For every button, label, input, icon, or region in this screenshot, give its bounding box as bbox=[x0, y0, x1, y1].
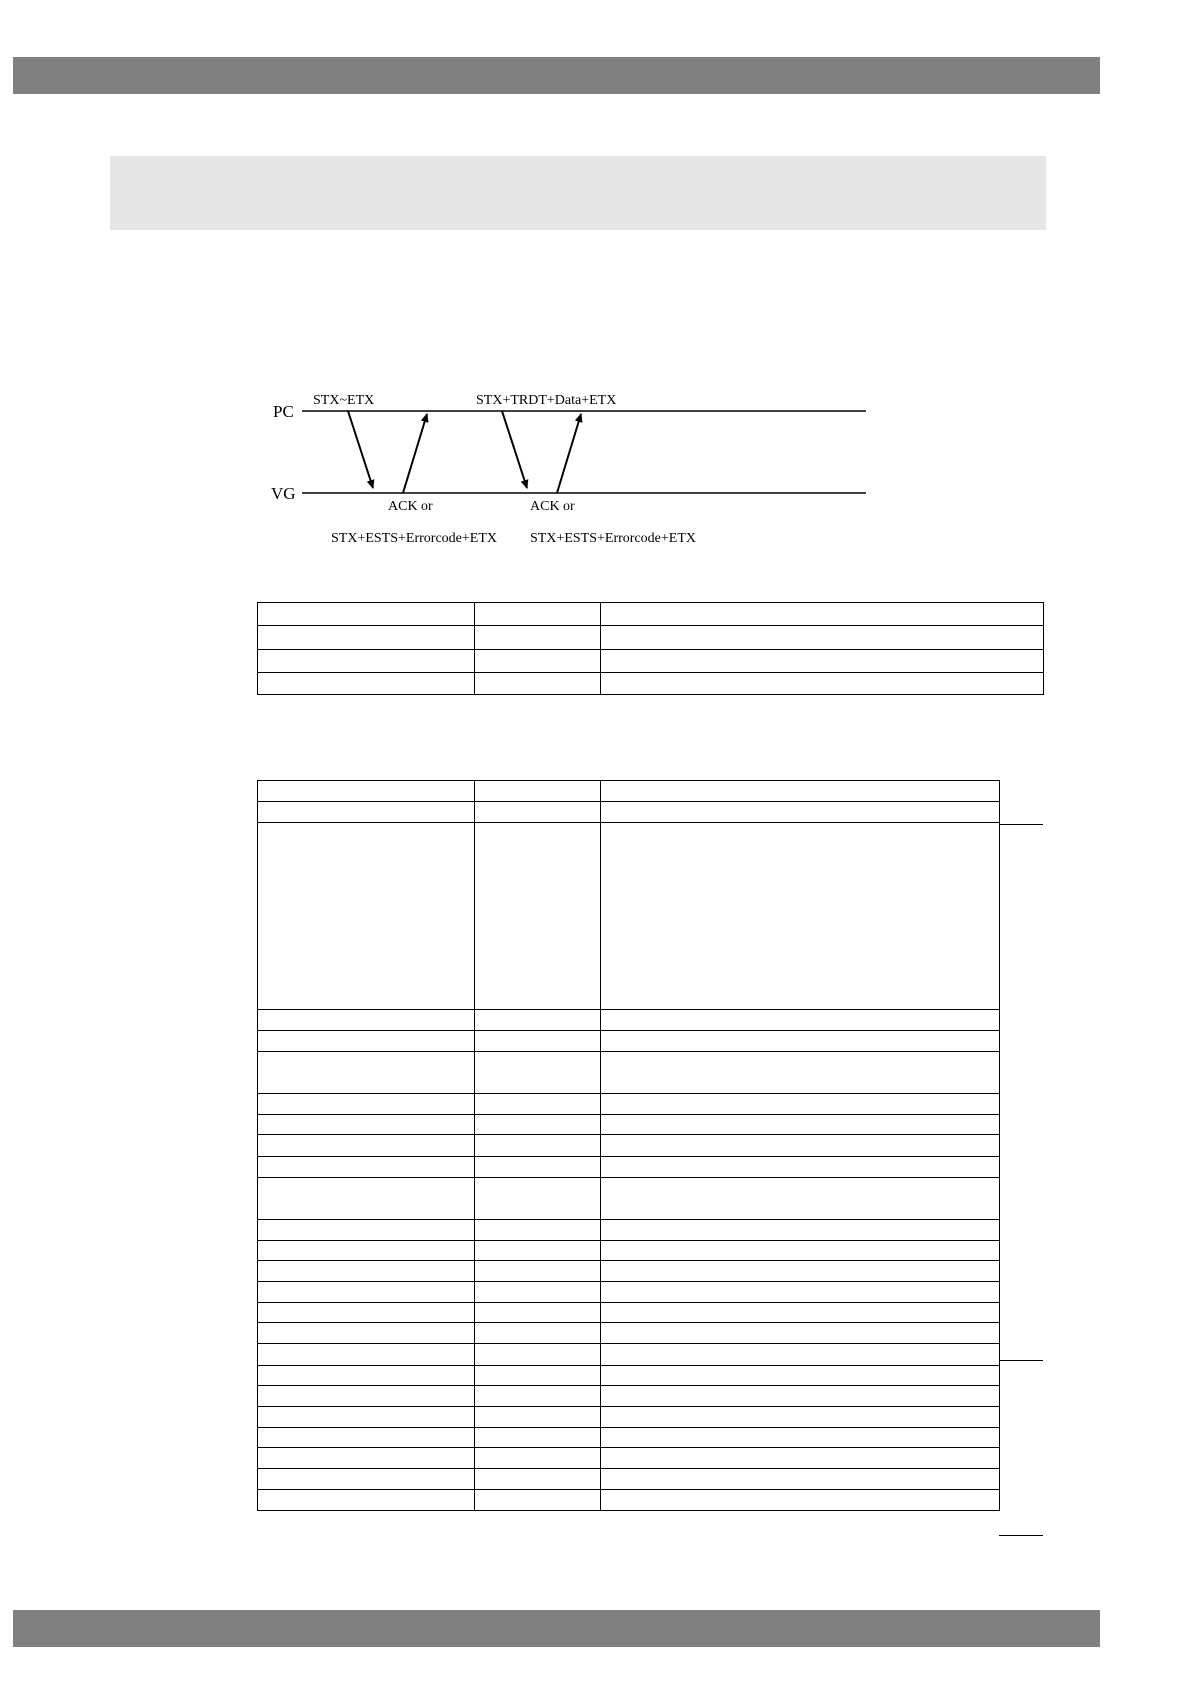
table-row bbox=[258, 1407, 1000, 1428]
table-cell bbox=[601, 673, 1044, 695]
vg-label: VG bbox=[271, 484, 296, 503]
table-row bbox=[258, 1282, 1000, 1303]
table-cell bbox=[258, 626, 475, 650]
table-row bbox=[258, 673, 1044, 695]
table-cell bbox=[475, 781, 601, 802]
table-cell bbox=[475, 1052, 601, 1094]
table-cell bbox=[258, 1344, 475, 1366]
table-cell bbox=[601, 650, 1044, 673]
response-1-line2: STX+ESTS+Errorcode+ETX bbox=[331, 531, 497, 546]
table-cell bbox=[601, 802, 1000, 823]
table-row bbox=[258, 1115, 1000, 1135]
table-cell bbox=[258, 1428, 475, 1448]
table-cell bbox=[601, 1094, 1000, 1115]
table-cell bbox=[601, 1115, 1000, 1135]
table-cell bbox=[475, 1407, 601, 1428]
header-bar bbox=[13, 57, 1100, 94]
table-cell bbox=[258, 603, 475, 626]
table-row bbox=[258, 1366, 1000, 1386]
table-cell bbox=[601, 1135, 1000, 1157]
table-cell bbox=[475, 802, 601, 823]
table-row bbox=[258, 1052, 1000, 1094]
table-cell bbox=[475, 1031, 601, 1052]
table-cell bbox=[258, 781, 475, 802]
table-cell bbox=[601, 1386, 1000, 1407]
table-cell bbox=[601, 1366, 1000, 1386]
table-cell bbox=[475, 1448, 601, 1469]
table-cell bbox=[475, 1094, 601, 1115]
table-cell bbox=[258, 1366, 475, 1386]
command-arrow bbox=[348, 411, 373, 488]
table-cell bbox=[601, 1261, 1000, 1282]
table-row bbox=[258, 626, 1044, 650]
table-cell bbox=[475, 1178, 601, 1220]
table-cell bbox=[601, 1303, 1000, 1323]
table-row bbox=[258, 1010, 1000, 1031]
table-cell bbox=[258, 1094, 475, 1115]
table-cell bbox=[258, 1303, 475, 1323]
table-cell bbox=[475, 1469, 601, 1490]
table-cell bbox=[258, 673, 475, 695]
table-row bbox=[258, 1323, 1000, 1344]
table-cell bbox=[601, 626, 1044, 650]
table-cell bbox=[258, 1448, 475, 1469]
data-arrow bbox=[502, 411, 527, 488]
table-cell bbox=[258, 1490, 475, 1511]
table-row bbox=[258, 802, 1000, 823]
table-cell bbox=[601, 1031, 1000, 1052]
table-cell bbox=[258, 1031, 475, 1052]
table-row bbox=[258, 1303, 1000, 1323]
table-cell bbox=[475, 1366, 601, 1386]
table-cell bbox=[601, 1448, 1000, 1469]
table-row bbox=[258, 1386, 1000, 1407]
table-cell bbox=[258, 1115, 475, 1135]
table-row bbox=[258, 1490, 1000, 1511]
table-cell bbox=[475, 1115, 601, 1135]
table-cell bbox=[475, 650, 601, 673]
table-cell bbox=[258, 1010, 475, 1031]
table-cell bbox=[475, 626, 601, 650]
table-cell bbox=[258, 1261, 475, 1282]
table-cell bbox=[475, 1241, 601, 1261]
table-cell bbox=[475, 1303, 601, 1323]
table-cell bbox=[258, 1386, 475, 1407]
table-cell bbox=[475, 1386, 601, 1407]
table-cell bbox=[601, 1428, 1000, 1448]
table-cell bbox=[258, 802, 475, 823]
table-row bbox=[258, 1428, 1000, 1448]
margin-rule bbox=[999, 1535, 1043, 1536]
table-row bbox=[258, 650, 1044, 673]
pc-label: PC bbox=[273, 402, 294, 421]
table-1 bbox=[257, 602, 1044, 695]
table-cell bbox=[601, 1407, 1000, 1428]
table-cell bbox=[258, 1220, 475, 1241]
table-row bbox=[258, 1344, 1000, 1366]
table-cell bbox=[475, 1344, 601, 1366]
table-row bbox=[258, 1135, 1000, 1157]
table-cell bbox=[601, 1052, 1000, 1094]
table-cell bbox=[258, 650, 475, 673]
table-row bbox=[258, 823, 1000, 1010]
margin-rule bbox=[999, 1360, 1043, 1361]
table-cell bbox=[601, 1469, 1000, 1490]
table-row bbox=[258, 603, 1044, 626]
table-cell bbox=[475, 673, 601, 695]
margin-rule bbox=[999, 824, 1043, 825]
table-cell bbox=[601, 781, 1000, 802]
table-cell bbox=[258, 1282, 475, 1303]
table-cell bbox=[475, 1157, 601, 1178]
table-row bbox=[258, 1220, 1000, 1241]
footer-bar bbox=[13, 1610, 1100, 1647]
table-cell bbox=[601, 1157, 1000, 1178]
table-cell bbox=[601, 1010, 1000, 1031]
data-label: STX+TRDT+Data+ETX bbox=[476, 393, 617, 408]
response-arrow-2 bbox=[557, 414, 581, 493]
table-cell bbox=[601, 1220, 1000, 1241]
table-cell bbox=[258, 1323, 475, 1344]
table-cell bbox=[601, 1178, 1000, 1220]
table-2 bbox=[257, 780, 1000, 1511]
table-cell bbox=[475, 1428, 601, 1448]
table-cell bbox=[601, 1490, 1000, 1511]
response-2-line1: ACK or bbox=[530, 499, 575, 514]
table-cell bbox=[601, 1344, 1000, 1366]
table-row bbox=[258, 1261, 1000, 1282]
table-cell bbox=[475, 1135, 601, 1157]
response-2-line2: STX+ESTS+Errorcode+ETX bbox=[530, 531, 696, 546]
sequence-diagram bbox=[250, 380, 950, 556]
table-cell bbox=[475, 1220, 601, 1241]
table-cell bbox=[258, 1178, 475, 1220]
table-row bbox=[258, 1448, 1000, 1469]
table-cell bbox=[475, 1261, 601, 1282]
table-cell bbox=[475, 1010, 601, 1031]
table-row bbox=[258, 781, 1000, 802]
table-cell bbox=[601, 1241, 1000, 1261]
table-cell bbox=[475, 1490, 601, 1511]
table-cell bbox=[475, 823, 601, 1010]
table-row bbox=[258, 1178, 1000, 1220]
title-banner bbox=[110, 156, 1046, 230]
table-cell bbox=[258, 823, 475, 1010]
table-cell bbox=[475, 603, 601, 626]
table-row bbox=[258, 1241, 1000, 1261]
table-row bbox=[258, 1469, 1000, 1490]
table-cell bbox=[601, 1282, 1000, 1303]
table-cell bbox=[258, 1469, 475, 1490]
table-cell bbox=[258, 1135, 475, 1157]
table-row bbox=[258, 1094, 1000, 1115]
table-row bbox=[258, 1157, 1000, 1178]
table-cell bbox=[601, 1323, 1000, 1344]
table-cell bbox=[258, 1241, 475, 1261]
table-cell bbox=[601, 823, 1000, 1010]
table-cell bbox=[258, 1052, 475, 1094]
table-cell bbox=[601, 603, 1044, 626]
table-row bbox=[258, 1031, 1000, 1052]
table-cell bbox=[258, 1157, 475, 1178]
command-label: STX~ETX bbox=[313, 393, 375, 408]
table-cell bbox=[258, 1407, 475, 1428]
response-arrow-1 bbox=[403, 414, 427, 493]
table-cell bbox=[475, 1282, 601, 1303]
response-1-line1: ACK or bbox=[388, 499, 433, 514]
table-cell bbox=[475, 1323, 601, 1344]
